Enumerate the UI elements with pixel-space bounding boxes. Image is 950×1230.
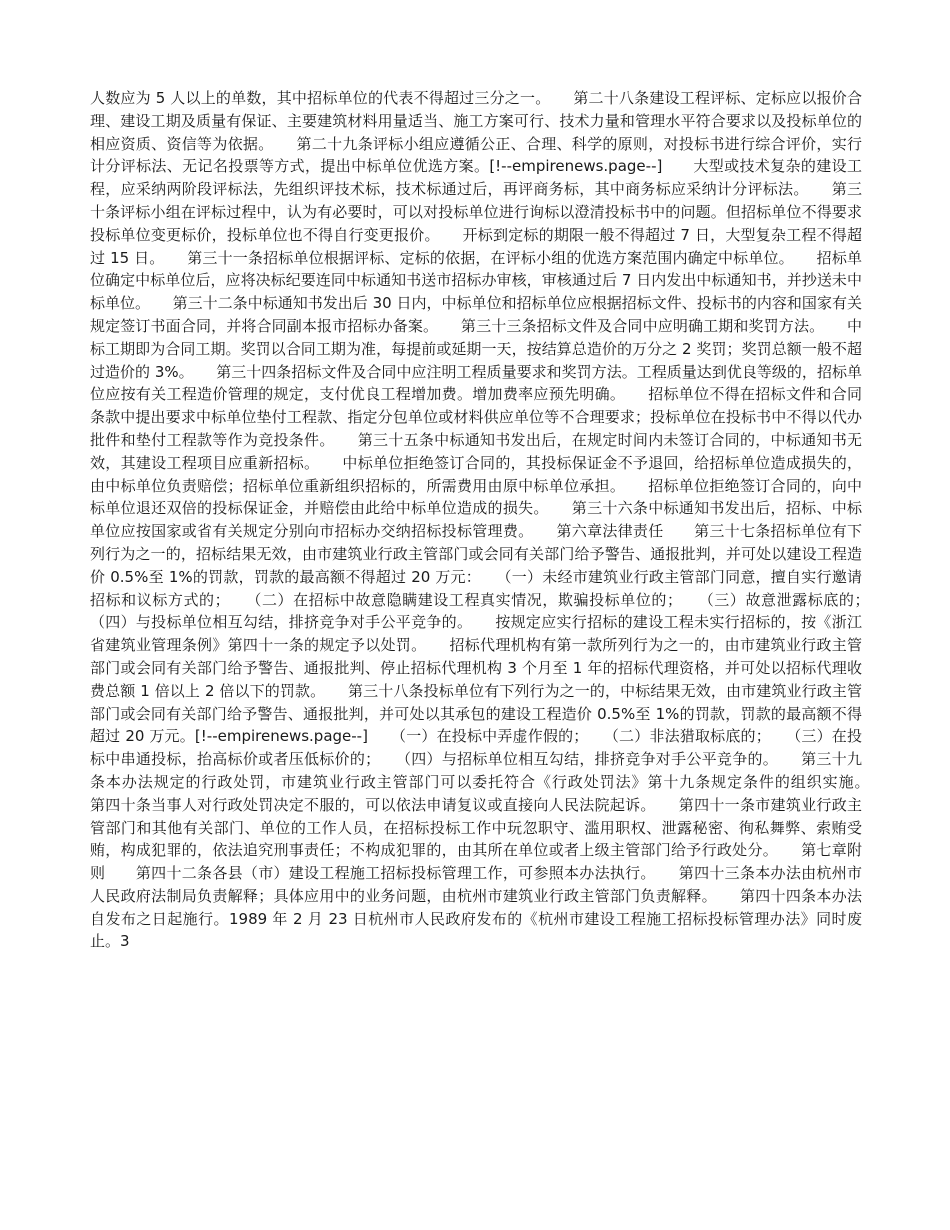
document-page xyxy=(90,87,893,953)
body-text: 人数应为 5 人以上的单数，其中招标单位的代表不得超过三分之一。 第二十八条建设工程评标、定标应以报价合理、建设工期及质量有保证、主要建筑材料用量适当、施工方案可行、技术力量和管理水平符合要求以及投标单位的相应资质、资信等为依据。 第二十九条评标小组应遵循公正、合理、科学的原则，对投标书进行综合评价，实行计分评标法、无记名投票等方式，提出中标单位优选方案。[!--empirenews.page--] 大型或技术复杂的建设工程，应采纳两阶段评标法，先组织评技术标，技术标通过后，再评商务标，其中商务标应采纳计分评标法。 第三十条评标小组在评标过程中，认为有必要时，可以对投标单位进行询标以澄清投标书中的问题。但招标单位不得要求投标单位变更标价，投标单位也不得自行变更报价。 开标到定标的期限一般不得超过 7 日，大型复杂工程不得超过 15 日。 第三十一条招标单位根据评标、定标的依据，在评标小组的优选方案范围内确定中标单位。 招标单位确定中标单位后，应将决标纪要连同中标通知书送市招标办审核，审核通过后 7 日内发出中标通知书，并抄送未中标单位。 第三十二条中标通知书发出后 30 日内，中标单位和招标单位应根据招标文件、投标书的内容和国家有关规定签订书面合同，并将合同副本报市招标办备案。 第三十三条招标文件及合同中应明确工期和奖罚方法。 中标工期即为合同工期。奖罚以合同工期为准，每提前或延期一天，按结算总造价的万分之 2 奖罚；奖罚总额一般不超过造价的 3%。 第三十四条招标文件及合同中应注明工程质量要求和奖罚方法。工程质量达到优良等级的，招标单位应按有关工程造价管理的规定，支付优良工程增加费。增加费率应预先明确。 招标单位不得在招标文件和合同条款中提出要求中标单位垫付工程款、指定分包单位或材料供应单位等不合理要求；投标单位在投标书中不得以代办批件和垫付工程款等作为竞投条件。 第三十五条中标通知书发出后，在规定时间内未签订合同的，中标通知书无效，其建设工程项目应重新招标。 中标单位拒绝签订合同的，其投标保证金不予退回，给招标单位造成损失的，由中标单位负责赔偿；招标单位重新组织招标的，所需费用由原中标单位承担。 招标单位拒绝签订合同的，向中标单位退还双倍的投标保证金，并赔偿由此给中标单位造成的损失。 第三十六条中标通知书发出后，招标、中标单位应按国家或省有关规定分别向市招标办交纳招标投标管理费。 第六章法律责任 第三十七条招标单位有下列行为之一的，招标结果无效，由市建筑业行政主管部门或会同有关部门给予警告、通报批判，并可处以建设工程造价 0.5%至 1%的罚款，罚款的最高额不得超过 20 万元： （一）未经市建筑业行政主管部门同意，擅自实行邀请招标和议标方式的； （二）在招标中故意隐瞒建设工程真实情况，欺骗投标单位的； （三）故意泄露标底的； （四）与投标单位相互勾结，排挤竞争对手公平竞争的。 按规定应实行招标的建设工程未实行招标的，按《浙江省建筑业管理条例》第四十一条的规定予以处罚。 招标代理机构有第一款所列行为之一的，由市建筑业行政主管部门或会同有关部门给予警告、通报批判、停止招标代理机构 3 个月至 1 年的招标代理资格，并可处以招标代理收费总额 1 倍以上 2 倍以下的罚款。 第三十八条投标单位有下列行为之一的，中标结果无效，由市建筑业行政主管部门或会同有关部门给予警告、通报批判，并可处以其承包的建设工程造价 0.5%至 1%的罚款，罚款的最高额不得超过 20 万元。[!--empirenews.page--] （一）在投标中弄虚作假的； （二）非法猎取标底的； （三）在投标中串通投标，抬高标价或者压低标价的； （四）与招标单位相互勾结，排挤竞争对手公平竞争的。 第三十九条本办法规定的行政处罚，市建筑业行政主管部门可以委托符合《行政处罚法》第十九条规定条件的组织实施。 第四十条当事人对行政处罚决定不服的，可以依法申请复议或直接向人民法院起诉。 第四十一条市建筑业行政主管部门和其他有关部门、单位的工作人员，在招标投标工作中玩忽职守、滥用职权、泄露秘密、徇私舞弊、索贿受贿，构成犯罪的，依法追究刑事责任；不构成犯罪的，由其所在单位或者上级主管部门给予行政处分。 第七章附则 第四十二条各县（市）建设工程施工招标投标管理工作，可参照本办法执行。 第四十三条本办法由杭州市人民政府法制局负责解释；具体应用中的业务问题，由杭州市建筑业行政主管部门负责解释。 第四十四条本办法自发布之日起施行。1989 年 2 月 23 日杭州市人民政府发布的《杭州市建设工程施工招标投标管理办法》同时废止。3 xyxy=(90,89,893,951)
